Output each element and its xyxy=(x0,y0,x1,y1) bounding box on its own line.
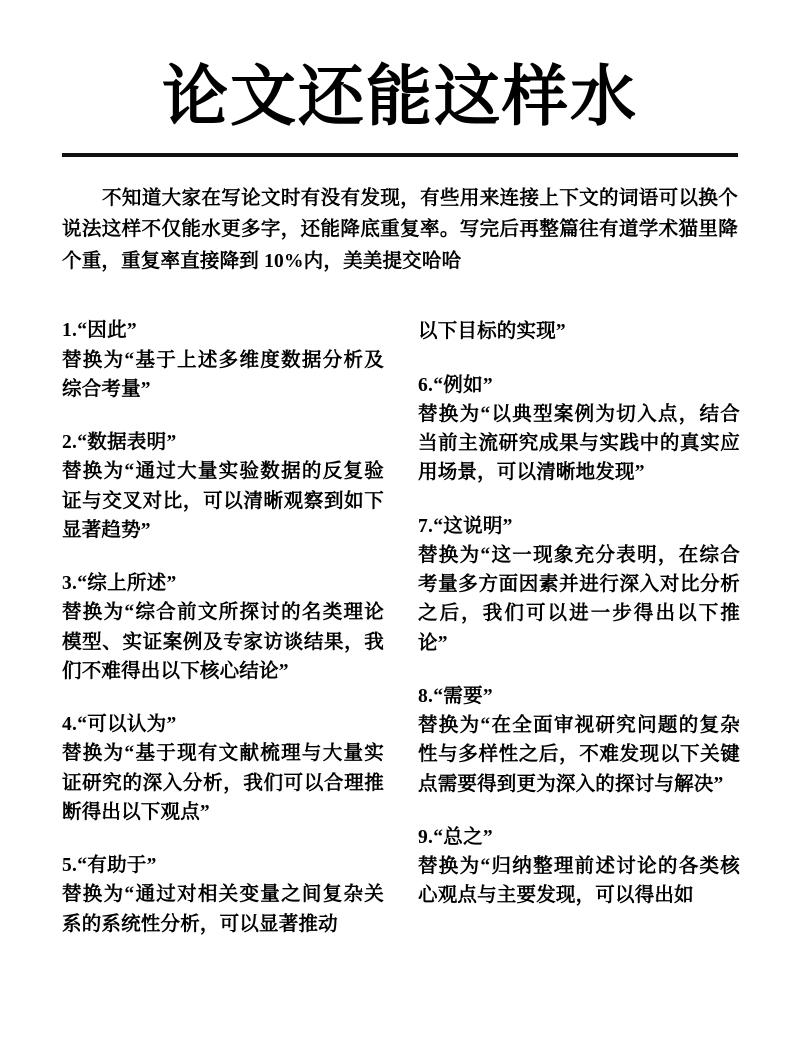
title-divider xyxy=(62,153,738,157)
entry-heading: 1.“因此” xyxy=(62,320,137,342)
entry-heading: 7.“这说明” xyxy=(418,515,513,537)
list-item xyxy=(62,570,384,686)
list-item xyxy=(62,711,384,827)
entry-heading: 4.“可以认为” xyxy=(62,714,177,736)
page-title: 论文还能这样水 xyxy=(162,61,638,134)
list-item xyxy=(418,513,740,658)
entry-body: 替换为“基于上述多维度数据分析及综合考量” xyxy=(62,349,384,400)
list-item xyxy=(418,824,740,911)
two-column-body xyxy=(62,317,738,939)
intro-paragraph: 不知道大家在写论文时有没有发现，有些用来连接上下文的词语可以换个说法这样不仅能水更多字，还能降底重复率。写完后再整篇往有道学术猫里降个重，重复率直接降到 10%内，美美提交哈哈 xyxy=(62,187,738,272)
entry-body: 替换为“归纳整理前述讨论的各类核心观点与主要发现，可以得出如 xyxy=(418,856,740,907)
entry-heading: 9.“总之” xyxy=(418,826,493,848)
list-item xyxy=(418,683,740,799)
list-item xyxy=(62,317,384,404)
entry-heading: 2.“数据表明” xyxy=(62,432,177,454)
list-item xyxy=(62,852,384,939)
entry-body: 替换为“这一现象充分表明，在综合考量多方面因素并进行深入对比分析之后，我们可以进一步得出以下推论” xyxy=(418,544,740,654)
left-column xyxy=(62,317,384,939)
list-item xyxy=(62,429,384,545)
list-item xyxy=(418,372,740,488)
entry-body: 替换为“在全面审视研究问题的复杂性与多样性之后，不难发现以下关键点需要得到更为深入的探讨与解决” xyxy=(418,715,740,795)
entry-heading: 3.“综上所述” xyxy=(62,573,177,595)
entry-body: 替换为“基于现有文献梳理与大量实证研究的深入分析，我们可以合理推断得出以下观点” xyxy=(62,743,384,823)
entry-body: 替换为“通过大量实验数据的反复验证与交叉对比，可以清晰观察到如下显著趋势” xyxy=(62,461,384,541)
entry-heading: 8.“需要” xyxy=(418,685,493,707)
entry-body: 替换为“以典型案例为切入点，结合当前主流研究成果与实践中的真实应用场景，可以清晰地发现” xyxy=(418,403,740,484)
right-column xyxy=(418,317,740,910)
entry-body: 替换为“通过对相关变量之间复杂关系的系统性分析，可以显著推动 xyxy=(62,884,384,935)
continuation-text: 以下目标的实现” xyxy=(418,321,566,343)
entry-body: 替换为“综合前文所探讨的名类理论模型、实证案例及专家访谈结果，我们不难得出以下核心结论” xyxy=(62,602,384,682)
entry-heading: 6.“例如” xyxy=(418,374,493,396)
entry-heading: 5.“有助于” xyxy=(62,855,157,877)
